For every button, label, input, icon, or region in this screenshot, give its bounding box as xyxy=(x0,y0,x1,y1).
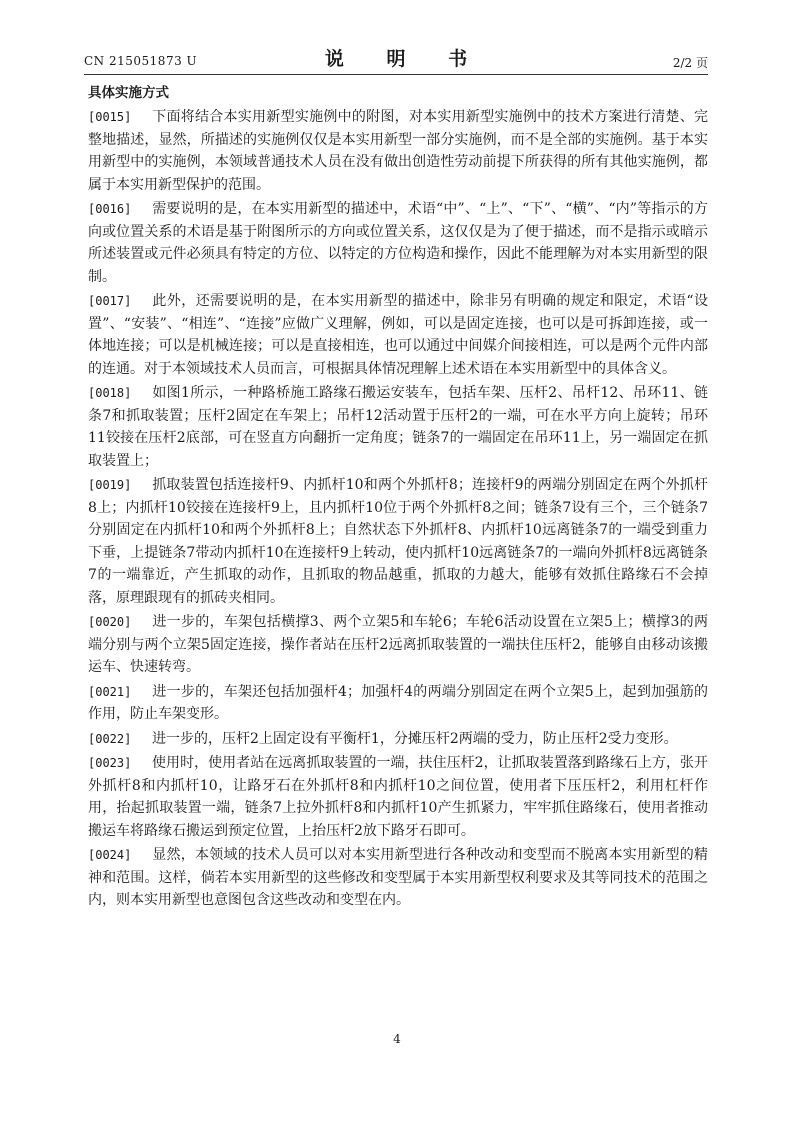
paragraph-text: 抓取装置包括连接杆9、内抓杆10和两个外抓杆8；连接杆9的两端分别固定在两个外抓杆8上；内抓杆10铰接在连接杆9上，且内抓杆10位于两个外抓杆8之间；链条7设有三个，三个链条7分别固定在内抓杆10和两个外抓杆8上；自然状态下外抓杆8、内抓杆10远离链条7的一端受到重力下垂，上提链条7带动内抓杆10在连接杆9上转动，使内抓杆10远离链条7的一端向外抓杆8远离链条7的一端靠近，产生抓取的动作，且抓取的物品越重，抓取的力越大，能够有效抓住路缘石不会掉落，原理跟现有的抓砖夹相同。 xyxy=(88,477,708,606)
paragraph xyxy=(88,728,708,751)
paragraph-text: 进一步的，车架包括横撑3、两个立架5和车轮6；车轮6活动设置在立架5上；横撑3的两端分别与两个立架5固定连接，操作者站在压杆2远离抓取装置的一端扶住压杆2，能够自由移动该搬运车、快速转弯。 xyxy=(88,614,708,675)
paragraph-text: 如图1所示，一种路桥施工路缘石搬运安装车，包括车架、压杆2、吊杆12、吊环11、链条7和抓取装置；压杆2固定在车架上；吊杆12活动置于压杆2的一端，可在水平方向上旋转；吊环11铰接在压杆2底部，可在竖直方向翻折一定角度；链条7的一端固定在吊环11上，另一端固定在抓取装置上； xyxy=(88,385,708,469)
paragraph-text: 此外，还需要说明的是，在本实用新型的描述中，除非另有明确的规定和限定，术语“设置”、“安装”、“相连”、“连接”应做广义理解，例如，可以是固定连接，也可以是可拆卸连接，或一体地连接；可以是机械连接；可以是直接相连，也可以通过中间媒介间接相连，可以是两个元件内部的连通。对于本领域技术人员而言，可根据具体情况理解上述术语在本实用新型中的具体含义。 xyxy=(88,293,708,377)
paragraph-number: [0018] xyxy=(88,386,132,400)
paragraph-number: [0022] xyxy=(88,731,132,746)
page-header xyxy=(84,44,708,72)
publication-number: CN 215051873 U xyxy=(84,54,198,68)
document-body xyxy=(88,82,708,914)
paragraph xyxy=(88,474,708,609)
paragraph xyxy=(88,382,708,472)
paragraph-number: [0020] xyxy=(88,615,132,629)
section-title: 具体实施方式 xyxy=(88,85,169,101)
paragraph xyxy=(88,752,708,842)
paragraph-number: [0019] xyxy=(88,478,132,492)
paragraph-number: [0021] xyxy=(88,684,132,699)
paragraph-text: 进一步的，车架还包括加强杆4；加强杆4的两端分别固定在两个立架5上，起到加强筋的作用，防止车架变形。 xyxy=(88,683,708,722)
document-title: 说 明 书 xyxy=(324,48,486,70)
paragraph-text: 使用时，使用者站在远离抓取装置的一端，扶住压杆2，让抓取装置落到路缘石上方，张开外抓杆8和内抓杆10，让路牙石在外抓杆8和内抓杆10之间位置，使用者下压压杆2，利用杠杆作用，抬起抓取装置一端，链条7上拉外抓杆8和内抓杆10产生抓紧力，牢牢抓住路缘石，使用者推动搬运车将路缘石搬运到预定位置，上抬压杆2放下路牙石即可。 xyxy=(88,755,708,839)
paragraph-text: 显然，本领域的技术人员可以对本实用新型进行各种改动和变型而不脱离本实用新型的精神和范围。这样，倘若本实用新型的这些修改和变型属于本实用新型权利要求及其等同技术的范围之内，则本实用新型也意图包含这些改动和变型在内。 xyxy=(88,847,708,908)
paragraph xyxy=(88,106,708,196)
paragraph-number: [0016] xyxy=(88,202,132,216)
paragraph-number: [0024] xyxy=(88,848,132,862)
paragraph-text: 下面将结合本实用新型实施例中的附图，对本实用新型实施例中的技术方案进行清楚、完整地描述，显然，所描述的实施例仅仅是本实用新型一部分实施例，而不是全部的实施例。基于本实用新型中的实施例，本领域普通技术人员在没有做出创造性劳动前提下所获得的所有其他实施例，都属于本实用新型保护的范围。 xyxy=(88,109,708,193)
paragraph xyxy=(88,844,708,912)
paragraph-text: 进一步的，压杆2上固定设有平衡杆1，分摊压杆2两端的受力，防止压杆2受力变形。 xyxy=(152,730,678,747)
paragraph xyxy=(88,611,708,679)
header-divider xyxy=(84,74,708,75)
paragraph xyxy=(88,681,708,726)
paragraph-text: 需要说明的是，在本实用新型的描述中，术语“中”、“上”、“下”、“横”、“内”等指示的方向或位置关系的术语是基于附图所示的方向或位置关系，这仅仅是为了便于描述，而不是指示或暗示所述装置或元件必须具有特定的方位、以特定的方位构造和操作，因此不能理解为对本实用新型的限制。 xyxy=(88,201,708,285)
page-number: 4 xyxy=(393,1032,401,1046)
paragraph xyxy=(88,198,708,288)
paragraph xyxy=(88,290,708,380)
paragraph-number: [0015] xyxy=(88,110,132,124)
paragraph-number: [0023] xyxy=(88,756,132,770)
page-indicator: 2/2 页 xyxy=(672,56,708,70)
paragraph-number: [0017] xyxy=(88,294,132,308)
